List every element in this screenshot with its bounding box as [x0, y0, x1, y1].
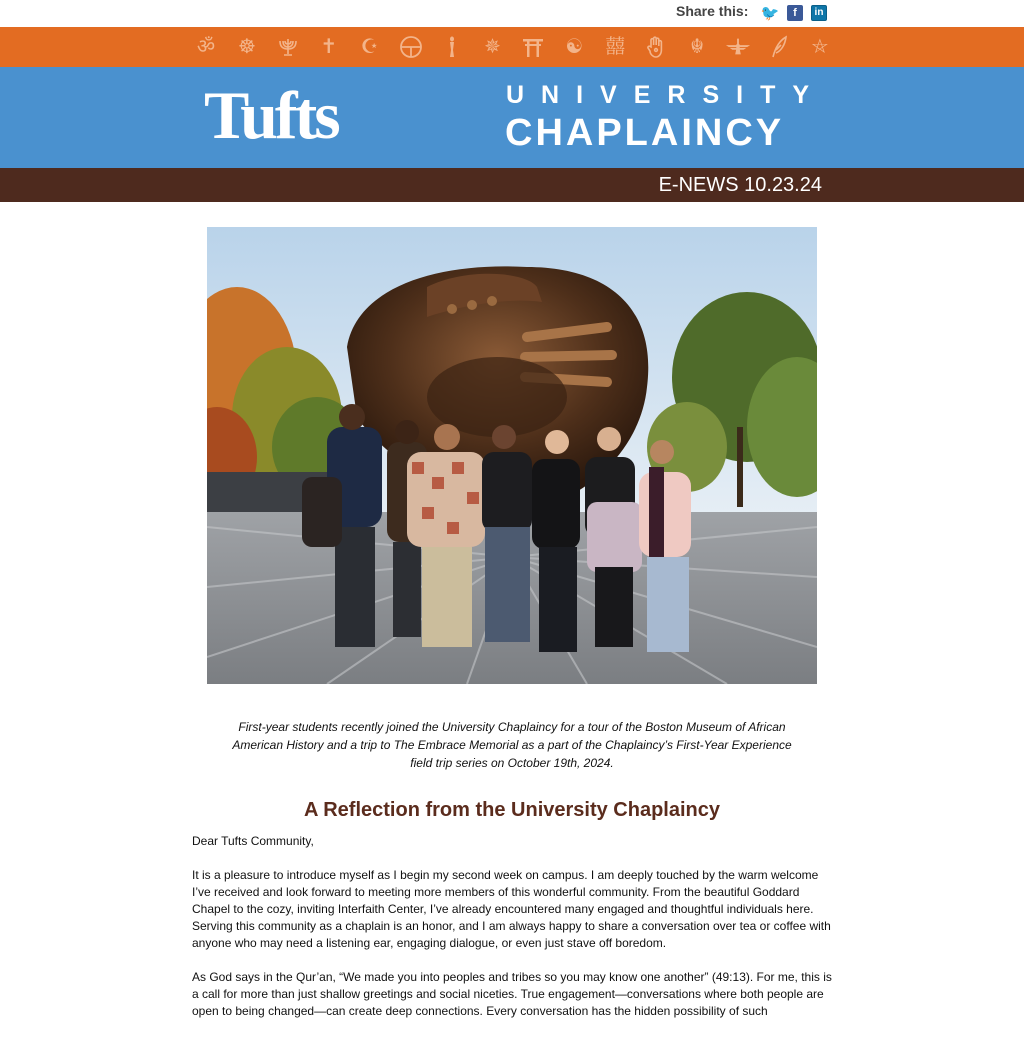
share-bar [0, 0, 1024, 27]
photo-caption: First-year students recently joined the University Chaplaincy for a tour of the Boston Museum of African American History and a trip to The Embrace Memorial as a part of the Chaplaincy’s First-Year Experience field trip series on October 19th, 2024. [232, 720, 792, 770]
twitter-icon[interactable]: 🐦 [760, 4, 780, 22]
enews-date: E-NEWS 10.23.24 [658, 174, 822, 196]
faith-symbols-banner [0, 27, 1024, 67]
hamsa-hand-icon [643, 34, 669, 60]
paragraph: As God says in the Qur’an, “We made you into peoples and tribes so you may know one another” (49:13). For me, this is a call for more than just shallow greetings and social niceties. True engagement—conversations where both people are open to being changed—can create deep connections. Every conversation has the hidden possibility of such [192, 970, 832, 1018]
chinese-character-icon: 囍 [605, 36, 626, 58]
ancestral-figure-icon [439, 34, 465, 60]
embrace-memorial-photo [207, 227, 817, 684]
crescent-star-icon: ☪ [360, 36, 379, 58]
medicine-wheel-icon [398, 34, 424, 60]
university-label: UNIVERSITY [506, 81, 827, 109]
section-heading: A Reflection from the University Chaplaincy [303, 799, 720, 821]
article-body [192, 833, 832, 1037]
om-icon: ॐ [196, 36, 216, 58]
tufts-logo[interactable]: Tufts [204, 77, 338, 153]
feather-icon [766, 34, 792, 60]
pentacle-icon: ⛤ [811, 36, 828, 58]
facebook-icon[interactable]: f [787, 5, 803, 21]
cross-icon: ✝ [320, 36, 338, 58]
logo-header [0, 67, 1024, 168]
chaplaincy-label: CHAPLAINCY [505, 112, 785, 154]
bahai-star-icon: ✵ [484, 36, 501, 58]
share-label: Share this: [676, 3, 749, 19]
dharma-wheel-icon: ☸ [237, 36, 256, 58]
paragraph: It is a pleasure to introduce myself as I begin my second week on campus. I am deeply touched by the warm welcome I’ve received and look forward to meeting more members of this wonderful community. From the beautiful Goddard Chapel to the cozy, inviting Interfaith Center, I’ve already encountered many engaged and thoughtful individuals here. Serving this community as a chaplain is an honor, and I am always happy to share a conversation over tea or coffee with anyone who may need a listening ear, engaging dialogue, or even just stave off boredom. [192, 868, 831, 950]
linkedin-icon[interactable]: in [811, 5, 827, 21]
faith-symbols-row [193, 27, 833, 67]
greeting: Dear Tufts Community, [192, 834, 314, 848]
khanda-icon: ☬ [689, 36, 705, 58]
torii-gate-icon [520, 34, 546, 60]
enews-bar [0, 168, 1024, 202]
faravahar-icon [725, 34, 751, 60]
yin-yang-icon: ☯ [565, 36, 584, 58]
menorah-icon [275, 34, 301, 60]
